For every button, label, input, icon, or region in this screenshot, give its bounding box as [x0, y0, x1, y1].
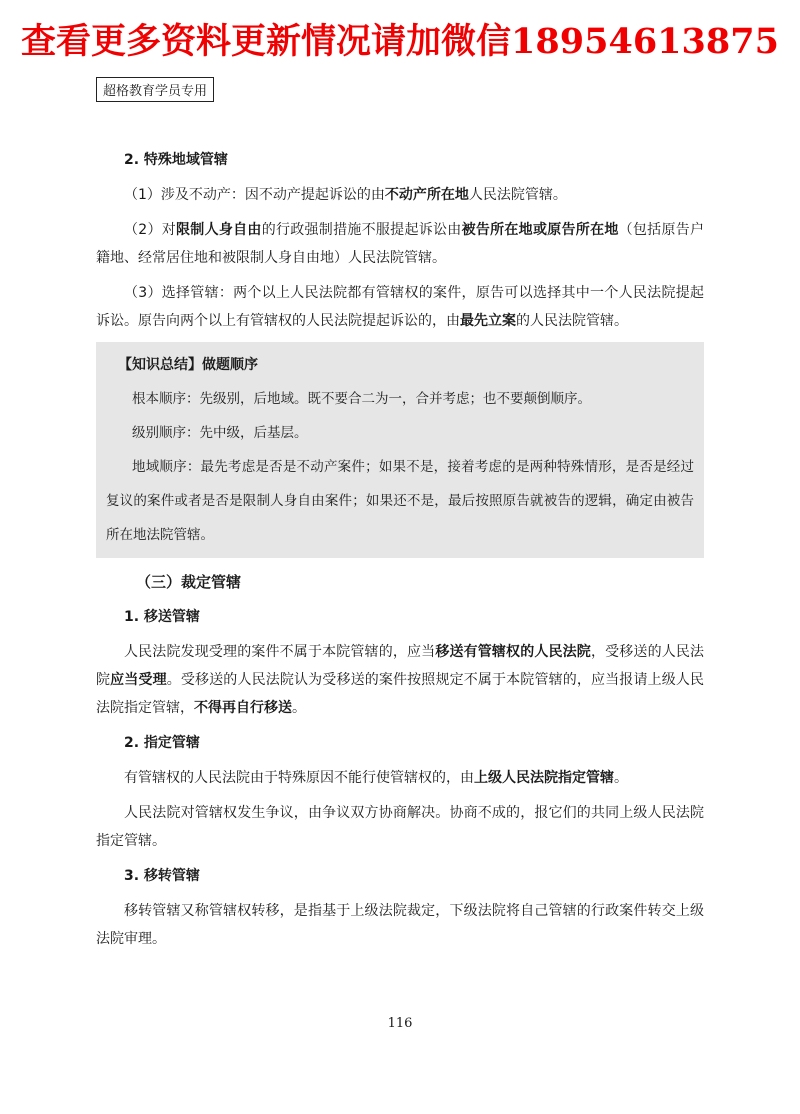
page-number: 116 — [387, 1016, 413, 1031]
text: 有管辖权的人民法院由于特殊原因不能行使管辖权的，由 — [124, 770, 474, 786]
summary-title: 【知识总结】做题顺序 — [118, 357, 258, 373]
bold-text: 最先立案 — [460, 313, 516, 329]
bold-text: 被告所在地或原告所在地 — [461, 222, 619, 238]
text: ，受移送的人民法院 — [96, 644, 705, 688]
bold-text: 移送有管辖权的人民法院 — [435, 644, 591, 660]
text: 。 — [614, 770, 628, 786]
text: （1）涉及不动产：因不动产提起诉讼的由 — [124, 187, 385, 203]
text: （包括原告户籍地、经常居住地和被限制人身自由地）人民法院管辖。 — [96, 222, 705, 266]
text: 。 — [292, 700, 306, 716]
ruling-jurisdiction-heading: （三）裁定管辖 — [136, 573, 242, 591]
wechat-banner: 查看更多资料更新情况请加微信18954613875 — [21, 21, 779, 62]
text: 的行政强制措施不服提起诉讼由 — [261, 222, 462, 238]
page-content — [96, 146, 704, 960]
shift-heading: 3. 移转管辖 — [124, 868, 200, 884]
bold-text: 上级人民法院指定管辖 — [474, 770, 614, 786]
text: （3）选择管辖：两个以上人民法院都有管辖权的案件，原告可以选择其中一个人民法院提起诉讼。原告向两个以上有管辖权的人民法院提起诉讼的，由 — [96, 285, 704, 329]
bold-text: 应当受理 — [110, 672, 167, 688]
designate-paragraph — [96, 764, 704, 792]
dispute-paragraph: 人民法院对管辖权发生争议，由争议双方协商解决。协商不成的，报它们的共同上级人民法院指定管辖。 — [96, 805, 704, 849]
shift-paragraph: 移转管辖又称管辖权转移，是指基于上级法院裁定，下级法院将自己管辖的行政案件转交上级法院审理。 — [96, 903, 704, 947]
bold-text: 不动产所在地 — [384, 187, 469, 203]
knowledge-summary-box — [96, 342, 704, 558]
summary-line: 根本顺序：先级别，后地域。既不要合二为一，合并考虑；也不要颠倒顺序。 — [132, 391, 591, 407]
transfer-paragraph — [96, 638, 704, 722]
summary-line: 地域顺序：最先考虑是否是不动产案件；如果不是，接着考虑的是两种特殊情形，是否是经过复议的案件或者是否是限制人身自由案件；如果还不是，最后按照原告就被告的逻辑，确定由被告所在地法院管辖。 — [106, 459, 694, 543]
selection-paragraph — [96, 279, 704, 335]
summary-line: 级别顺序：先中级，后基层。 — [132, 425, 308, 441]
text: 的人民法院管辖。 — [516, 313, 628, 329]
transfer-heading: 1. 移送管辖 — [124, 609, 200, 625]
bold-text: 不得再自行移送 — [194, 700, 292, 716]
text: 人民法院发现受理的案件不属于本院管辖的，应当 — [124, 644, 436, 660]
real-estate-paragraph — [96, 181, 704, 209]
text: 。受移送的人民法院认为受移送的案件按照规定不属于本院管辖的，应当报请上级人民法院指定管辖， — [96, 672, 705, 716]
student-only-tag: 超格教育学员专用 — [96, 77, 214, 102]
bold-text: 限制人身自由 — [176, 222, 262, 238]
restriction-paragraph — [96, 216, 704, 272]
designate-heading: 2. 指定管辖 — [124, 735, 200, 751]
text: 人民法院管辖。 — [468, 187, 567, 203]
text: （2）对 — [124, 222, 177, 238]
special-jurisdiction-heading: 2. 特殊地域管辖 — [124, 152, 228, 168]
